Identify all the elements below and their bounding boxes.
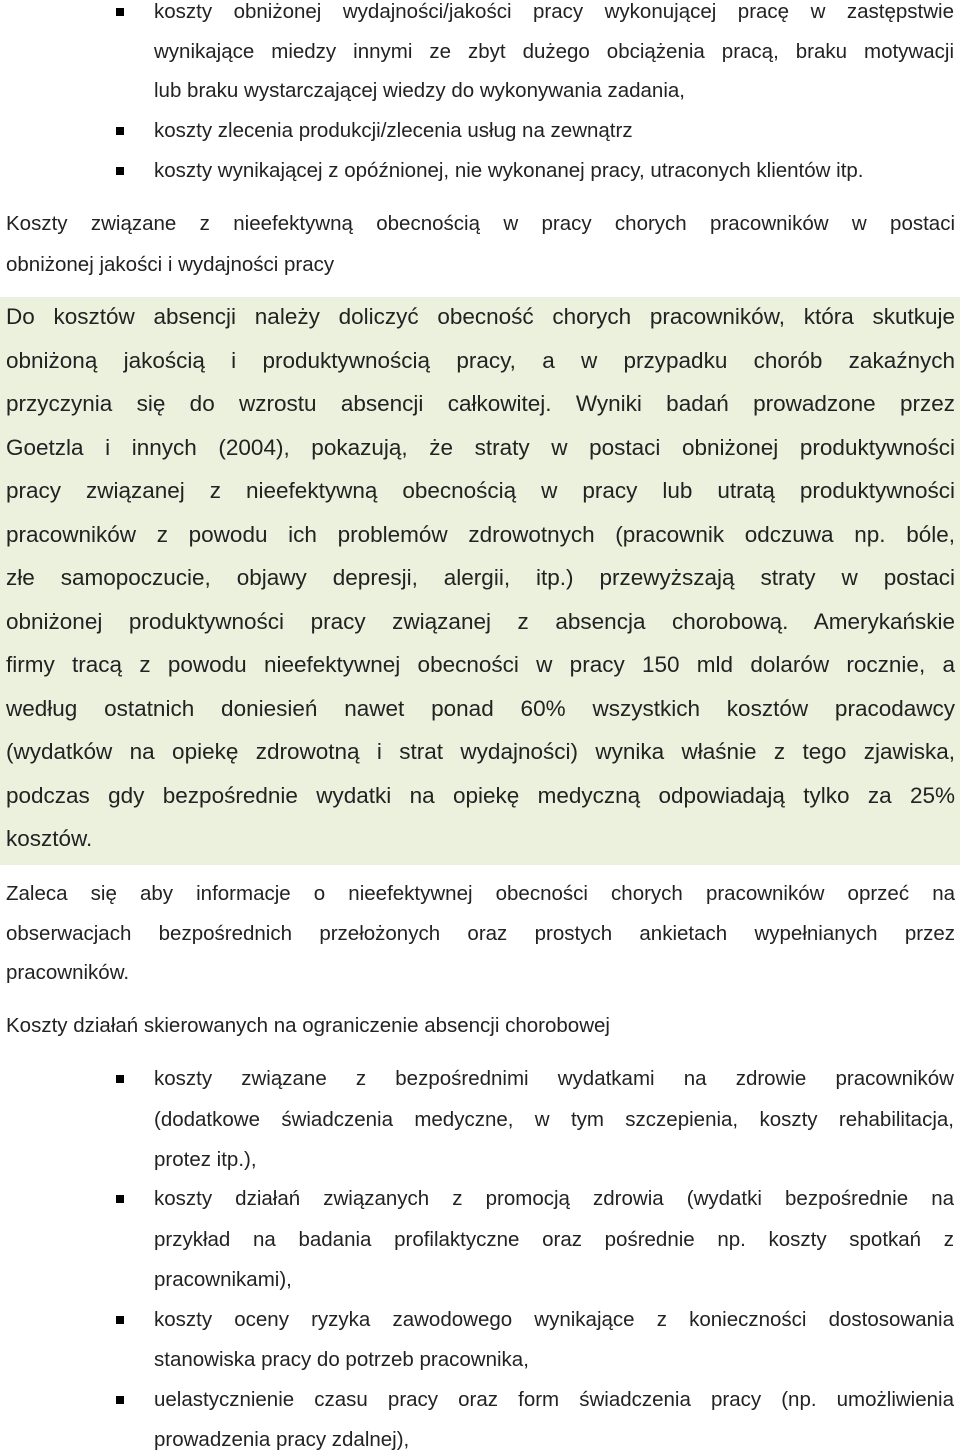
- list-item-line: stanowiska pracy do potrzeb pracownika,: [154, 1348, 529, 1371]
- list-item-line: koszty oceny ryzyka zawodowego wynikające z konieczności dostosowania: [154, 1308, 954, 1331]
- paragraph-line: według ostatnich doniesień nawet ponad 60% wszystkich kosztów pracodawcy: [6, 696, 955, 721]
- list-item-line: koszty działań związanych z promocją zdrowia (wydatki bezpośrednie na: [154, 1187, 954, 1210]
- paragraph-line: firmy tracą z powodu nieefektywnej obecności w pracy 150 mld dolarów rocznie, a: [6, 652, 955, 677]
- paragraph-line: złe samopoczucie, objawy depresji, alergii, itp.) przewyższają straty w postaci: [6, 565, 955, 590]
- paragraph-line: Goetzla i innych (2004), pokazują, że straty w postaci obniżonej produktywności: [6, 435, 955, 460]
- list-item-line: uelastycznienie czasu pracy oraz form świadczenia pracy (np. umożliwienia: [154, 1388, 954, 1411]
- paragraph-line: pracy związanej z nieefektywną obecnością w pracy lub utratą produktywności: [6, 478, 955, 503]
- bullet-icon: [116, 1316, 124, 1324]
- list-item-line: (dodatkowe świadczenia medyczne, w tym szczepienia, koszty rehabilitacja,: [154, 1108, 954, 1131]
- paragraph-line: obniżonej jakości i wydajności pracy: [6, 253, 335, 276]
- paragraph-line: obserwacjach bezpośrednich przełożonych oraz prostych ankietach wypełnianych przez: [6, 922, 955, 945]
- paragraph-line: pracowników.: [6, 961, 130, 984]
- list-item-line: lub braku wystarczającej wiedzy do wykonywania zadania,: [154, 79, 685, 102]
- paragraph-line: obniżonej produktywności pracy związanej z absencja chorobową. Amerykańskie: [6, 609, 955, 634]
- list-item-line: przykład na badania profilaktyczne oraz pośrednie np. koszty spotkań z: [154, 1228, 954, 1251]
- bullet-icon: [116, 167, 124, 175]
- paragraph-line: obniżoną jakością i produktywnością pracy, a w przypadku chorób zakaźnych: [6, 348, 955, 373]
- list-item-line: prowadzenia pracy zdalnej),: [154, 1428, 410, 1451]
- paragraph-line: przyczynia się do wzrostu absencji całkowitej. Wyniki badań prowadzone przez: [6, 391, 955, 416]
- paragraph-line: pracowników z powodu ich problemów zdrowotnych (pracownik odczuwa np. bóle,: [6, 522, 955, 547]
- paragraph-line: Do kosztów absencji należy doliczyć obecność chorych pracowników, która skutkuje: [6, 304, 955, 329]
- paragraph-line: Koszty związane z nieefektywną obecnością w pracy chorych pracowników w postaci: [6, 212, 955, 235]
- section-heading: Koszty działań skierowanych na ograniczenie absencji chorobowej: [6, 1014, 610, 1037]
- paragraph-line: Zaleca się aby informacje o nieefektywnej obecności chorych pracowników oprzeć na: [6, 882, 955, 905]
- list-item-line: protez itp.),: [154, 1148, 257, 1171]
- list-item-line: koszty związane z bezpośrednimi wydatkami na zdrowie pracowników: [154, 1067, 954, 1090]
- bullet-icon: [116, 8, 124, 16]
- list-item-line: wynikające miedzy innymi ze zbyt dużego obciążenia pracą, braku motywacji: [154, 40, 954, 63]
- list-item-line: koszty wynikającej z opóźnionej, nie wykonanej pracy, utraconych klientów itp.: [154, 159, 864, 182]
- bullet-icon: [116, 127, 124, 135]
- bullet-icon: [116, 1195, 124, 1203]
- bullet-icon: [116, 1396, 124, 1404]
- paragraph-line: podczas gdy bezpośrednie wydatki na opiekę medyczną odpowiadają tylko za 25%: [6, 783, 955, 808]
- list-item-line: koszty obniżonej wydajności/jakości pracy wykonującej pracę w zastępstwie: [154, 0, 954, 23]
- paragraph-line: (wydatków na opiekę zdrowotną i strat wydajności) wynika właśnie z tego zjawiska,: [6, 739, 955, 764]
- bullet-icon: [116, 1075, 124, 1083]
- paragraph-line: kosztów.: [6, 826, 93, 851]
- list-item-line: koszty zlecenia produkcji/zlecenia usług na zewnątrz: [154, 119, 633, 142]
- list-item-line: pracownikami),: [154, 1268, 292, 1291]
